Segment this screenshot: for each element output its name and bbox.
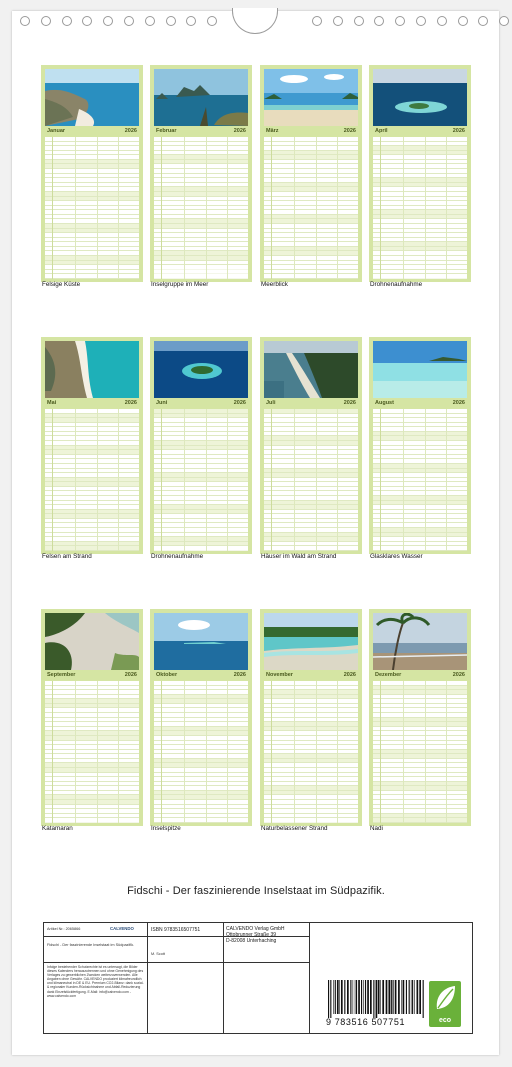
month-year: 2026 bbox=[452, 128, 465, 134]
month-caption: Drohnenaufnahme bbox=[151, 553, 204, 560]
binding-ring bbox=[499, 16, 509, 26]
calvendo-logo: CALVENDO bbox=[110, 926, 134, 931]
day-grid bbox=[373, 681, 467, 823]
month-name: August bbox=[375, 400, 394, 406]
article-number: Artikel Nr.: 2065866 bbox=[47, 927, 81, 931]
product-title: Fidschi - Der faszinierende Inselstaat im Südpazifik. bbox=[47, 943, 135, 947]
binding-ring bbox=[478, 16, 488, 26]
month-header bbox=[154, 670, 248, 680]
day-grid bbox=[154, 681, 248, 823]
month-year: 2026 bbox=[343, 128, 356, 134]
month-november bbox=[260, 609, 362, 826]
binding-ring bbox=[103, 16, 113, 26]
month-year: 2026 bbox=[233, 400, 246, 406]
month-name: Juli bbox=[266, 400, 276, 406]
month-februar bbox=[150, 65, 252, 282]
month-caption: Meerblick bbox=[261, 281, 288, 288]
day-row bbox=[264, 274, 358, 279]
leaf-icon bbox=[429, 981, 461, 1015]
month-photo bbox=[154, 613, 248, 670]
binding-ring bbox=[20, 16, 30, 26]
month-caption: Inselspitze bbox=[151, 825, 181, 832]
month-name: Januar bbox=[47, 128, 66, 134]
month-photo bbox=[154, 69, 248, 126]
isbn: ISBN 9783516507751 bbox=[151, 927, 201, 933]
month-april bbox=[369, 65, 471, 282]
month-dezember bbox=[369, 609, 471, 826]
barcode bbox=[327, 980, 425, 1018]
binding-ring bbox=[312, 16, 322, 26]
month-photo bbox=[373, 341, 467, 398]
binding-ring bbox=[333, 16, 343, 26]
day-row bbox=[373, 546, 467, 551]
day-grid bbox=[45, 137, 139, 279]
day-grid bbox=[154, 137, 248, 279]
month-year: 2026 bbox=[452, 400, 465, 406]
month-september bbox=[41, 609, 143, 826]
month-header bbox=[45, 398, 139, 408]
month-mai bbox=[41, 337, 143, 554]
month-header bbox=[154, 398, 248, 408]
month-caption: Felsige Küste bbox=[42, 281, 81, 288]
day-grid bbox=[264, 409, 358, 551]
binding-ring bbox=[207, 16, 217, 26]
binding-ring bbox=[62, 16, 72, 26]
day-grid bbox=[373, 137, 467, 279]
day-row bbox=[264, 546, 358, 551]
publisher-line-1: CALVENDO Verlag GmbH bbox=[226, 926, 285, 932]
month-header bbox=[45, 126, 139, 136]
day-row bbox=[45, 818, 139, 823]
day-row bbox=[373, 274, 467, 279]
month-photo bbox=[264, 341, 358, 398]
eco-badge: eco bbox=[429, 981, 461, 1027]
day-grid bbox=[373, 409, 467, 551]
month-photo bbox=[373, 69, 467, 126]
month-name: Oktober bbox=[156, 672, 178, 678]
day-row bbox=[45, 274, 139, 279]
month-caption: Häuser im Wald am Strand bbox=[261, 553, 337, 560]
month-year: 2026 bbox=[343, 672, 356, 678]
month-year: 2026 bbox=[124, 400, 137, 406]
month-photo bbox=[264, 69, 358, 126]
month-märz bbox=[260, 65, 362, 282]
month-caption: Glasklares Wasser bbox=[370, 553, 423, 560]
month-januar bbox=[41, 65, 143, 282]
month-name: Dezember bbox=[375, 672, 402, 678]
month-header bbox=[373, 398, 467, 408]
legal-text: Infolge bestehender Schutzrechte ist es untersagt, die Bilder dieses Kalenders herauszutrennen und ohne Genehmigung des Verlages zu gewerblichen Zwecken weiterzuverwenden. Alle Angaben ohne Gewähr. CALVENDO produziert klimafreundlich und klimaneutral in DE & EU. Premium CO2-Bilanz: dank sozial- & regionaler Kunden-Rücksichtnahme und Abfall-Reduzierung dank Einzelstückfertigung. E-Mail: info@calvendo.com - www.calvendo.com bbox=[47, 965, 144, 998]
month-caption: Drohnenaufnahme bbox=[370, 281, 423, 288]
month-year: 2026 bbox=[343, 400, 356, 406]
month-juli bbox=[260, 337, 362, 554]
month-caption: Inselgruppe im Meer bbox=[151, 281, 209, 288]
binding-ring bbox=[124, 16, 134, 26]
day-row bbox=[154, 274, 248, 279]
month-name: Juni bbox=[156, 400, 168, 406]
author: M. Scott bbox=[151, 952, 165, 956]
month-oktober bbox=[150, 609, 252, 826]
month-photo bbox=[45, 69, 139, 126]
binding-ring bbox=[437, 16, 447, 26]
month-name: April bbox=[375, 128, 388, 134]
calendar-title: Fidschi - Der faszinierende Inselstaat im Südpazifik. bbox=[127, 885, 385, 897]
month-caption: Nadi bbox=[370, 825, 383, 832]
month-header bbox=[45, 670, 139, 680]
day-row bbox=[373, 818, 467, 823]
day-grid bbox=[264, 681, 358, 823]
binding-ring bbox=[395, 16, 405, 26]
binding-ring bbox=[82, 16, 92, 26]
month-photo bbox=[45, 613, 139, 670]
month-header bbox=[264, 398, 358, 408]
day-grid bbox=[154, 409, 248, 551]
month-photo bbox=[373, 613, 467, 670]
month-august bbox=[369, 337, 471, 554]
day-row bbox=[154, 546, 248, 551]
month-header bbox=[264, 670, 358, 680]
month-name: November bbox=[266, 672, 293, 678]
binding-ring bbox=[354, 16, 364, 26]
month-photo bbox=[264, 613, 358, 670]
month-photo bbox=[154, 341, 248, 398]
month-juni bbox=[150, 337, 252, 554]
month-photo bbox=[45, 341, 139, 398]
month-year: 2026 bbox=[233, 672, 246, 678]
month-header bbox=[264, 126, 358, 136]
binding-ring bbox=[145, 16, 155, 26]
month-name: März bbox=[266, 128, 279, 134]
barcode-number: 9 783516 507751 bbox=[326, 1017, 406, 1027]
month-header bbox=[373, 126, 467, 136]
day-row bbox=[264, 818, 358, 823]
binding-ring bbox=[186, 16, 196, 26]
month-name: Februar bbox=[156, 128, 177, 134]
month-name: Mai bbox=[47, 400, 57, 406]
binding-ring bbox=[374, 16, 384, 26]
day-grid bbox=[45, 409, 139, 551]
month-name: September bbox=[47, 672, 76, 678]
day-grid bbox=[264, 137, 358, 279]
info-box bbox=[43, 922, 473, 1034]
month-caption: Katamaran bbox=[42, 825, 73, 832]
month-caption: Naturbelassener Strand bbox=[261, 825, 328, 832]
month-year: 2026 bbox=[124, 128, 137, 134]
binding-ring bbox=[416, 16, 426, 26]
binding-ring bbox=[166, 16, 176, 26]
month-year: 2026 bbox=[124, 672, 137, 678]
binding-ring bbox=[41, 16, 51, 26]
publisher-line-3: D-82008 Unterhaching bbox=[226, 938, 277, 944]
day-row bbox=[154, 818, 248, 823]
month-caption: Felsen am Strand bbox=[42, 553, 92, 560]
day-row bbox=[45, 546, 139, 551]
binding-ring bbox=[458, 16, 468, 26]
publisher-line-2: Ottobrunner Straße 39 bbox=[226, 932, 277, 938]
month-year: 2026 bbox=[452, 672, 465, 678]
month-year: 2026 bbox=[233, 128, 246, 134]
day-grid bbox=[45, 681, 139, 823]
month-header bbox=[154, 126, 248, 136]
month-header bbox=[373, 670, 467, 680]
